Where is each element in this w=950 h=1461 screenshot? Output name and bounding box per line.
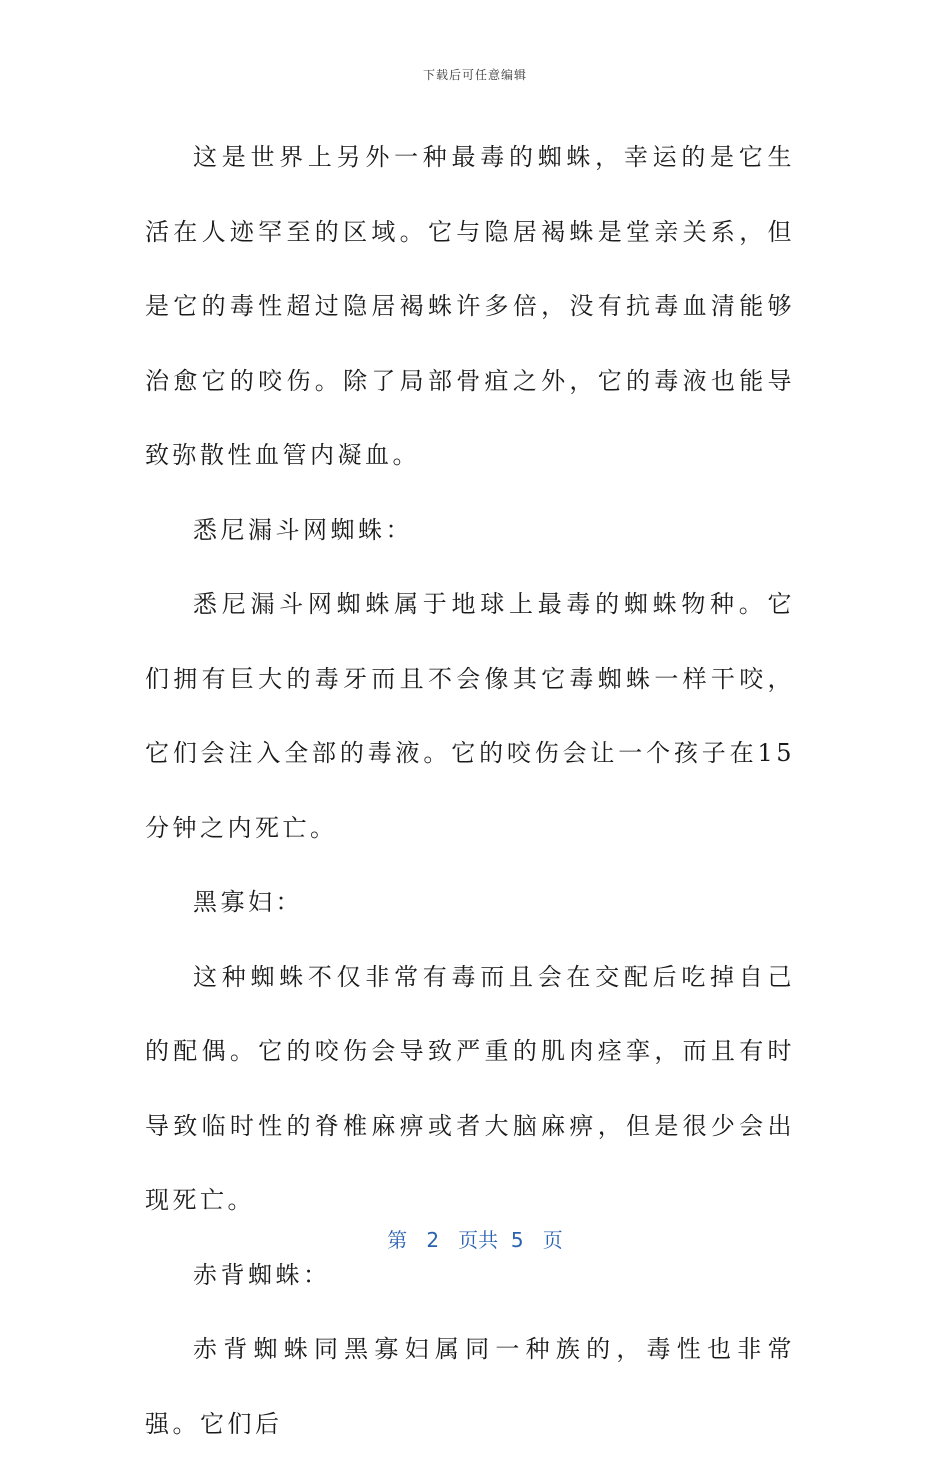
- page-header: 下载后可任意编辑: [422, 68, 527, 82]
- document-body: [145, 120, 795, 1461]
- total-page-count: 5: [510, 1228, 524, 1252]
- heading-black-widow: 黑寡妇：: [193, 888, 303, 916]
- footer-middle: 页共: [458, 1228, 499, 1252]
- heading-sydney-funnel-web: 悉尼漏斗网蜘蛛：: [193, 515, 413, 544]
- footer-prefix: 第: [387, 1228, 408, 1252]
- heading-redback: 赤背蜘蛛：: [193, 1260, 331, 1289]
- paragraph-intro: 这是世界上另外一种最毒的蜘蛛，幸运的是它生活在人迹罕至的区域。它与隐居褐蛛是堂亲关系，但是它的毒性超过隐居褐蛛许多倍，没有抗毒血清能够治愈它的咬伤。除了局部骨疽之外，它的毒液也能导致弥散性血管内凝血。: [145, 143, 795, 469]
- current-page-number: 2: [426, 1228, 440, 1252]
- footer-suffix: 页: [542, 1228, 563, 1252]
- paragraph-sydney-funnel-web: 悉尼漏斗网蜘蛛属于地球上最毒的蜘蛛物种。它们拥有巨大的毒牙而且不会像其它毒蜘蛛一样干咬，它们会注入全部的毒液。它的咬伤会让一个孩子在15分钟之内死亡。: [145, 590, 795, 842]
- paragraph-redback: 赤背蜘蛛同黑寡妇属同一种族的，毒性也非常强。它们后: [145, 1335, 795, 1438]
- paragraph-black-widow: 这种蜘蛛不仅非常有毒而且会在交配后吃掉自己的配偶。它的咬伤会导致严重的肌肉痉挛，而且有时导致临时性的脊椎麻痹或者大脑麻痹，但是很少会出现死亡。: [145, 962, 795, 1214]
- page-footer: [0, 1224, 950, 1253]
